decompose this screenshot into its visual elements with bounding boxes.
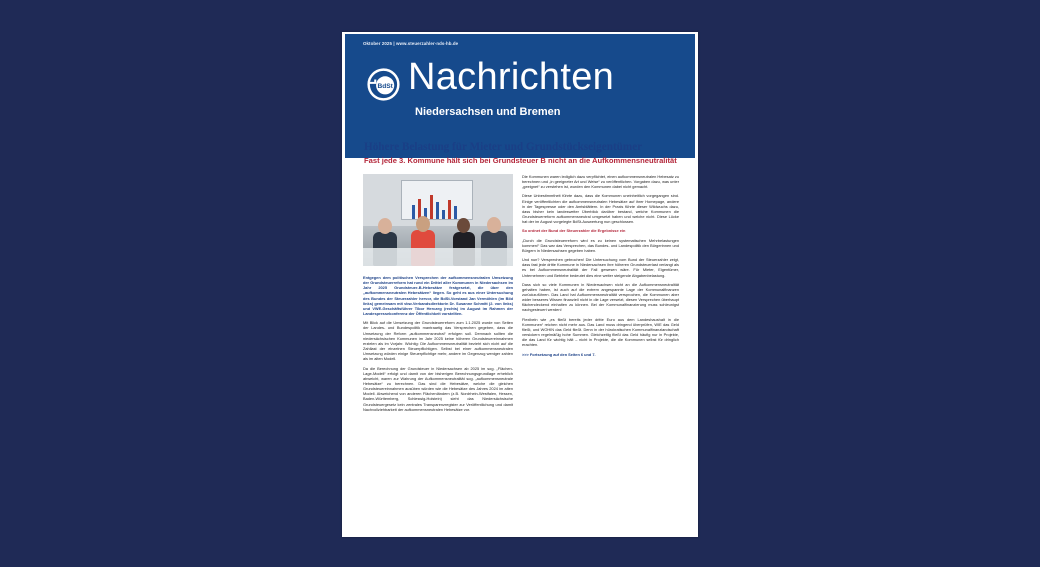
masthead-title: Nachrichten [408, 56, 615, 98]
body-paragraph: Mit Blick auf die Umsetzung der Grundsteuerreform zum 1.1.2025 wurde von Seiten der Landes- und Bundespolitik mantraartig das Versprechen gegeben, dass die Umsetzung der Reform „aufkommensneutral“ erfolgen soll. Demnach sollten die niedersächsischen Kommunen im Jahr 2025 keine höheren Grundsteuereinnahmen erzielen als im Vorjahr. Wichtig: Die Aufkommensneutralität bezieht sich nicht auf die Zahllast der einzelnen Steuerpflichtigen. Selbst bei einer aufkommensneutralen Umsetzung würden einige Steuerpflichtige mehr, andere im Gegenzug weniger zahlen als im alten Modell. [363, 320, 513, 362]
body-paragraph: Die Kommunen waren lediglich dazu verpflichtet, einen aufkommensneutralen Hebesatz zu berechnen und „in geeigneter Art und Weise“ zu veröffentlichen. Vorgaben dazu, was unter „geeignet“ zu verstehen ist, wurden den Kommunen dabei nicht gemacht. [522, 174, 680, 190]
body-paragraph: Dass sich so viele Kommunen in Niedersachsen nicht an die Aufkommensneutralität gehalten haben, ist auch auf die extrem angespannte Lage der Kommunalfinanzen zurückzuführen. Das Land hat Aufkommensneutralität versprochen, die Kommunen aber wider besseres Wissen finanziell nicht in die Lage versetzt, diesen Versprechen überhaupt flächendeckend einhalten zu können. Bei der Kommunalfinanzierung muss schleunigst nachgesteuert werden! [522, 281, 679, 313]
article-headline: Höhere Belastung für Mieter und Grundstückseigentümer [364, 141, 643, 153]
body-paragraph: „Durch die Grundsteuerreform wird es zu keinen systematischen Mehrbelastungen kommen!“ Das war das Versprechen, das Bundes- und Landespolitik den Bürgerinnen und Bürgern in Niedersachsen gegeben haben. [522, 237, 679, 253]
body-paragraph: Flexibeln wie „es fließt bereits jeder dritte Euro aus dem Landeshaushalt in die Kommunen“ reichen nicht mehr aus. Das Land muss dringend überprüfen, WIE das Geld fließt, und WOHIN das Geld fließt. Denn in der hürokratischen Kommunalfinanzlandschaft versickern regelmäßig hohe Summen. Gleichzeitig fließt das Geld häufig nur in Projekte, die das Land für wichtig hält – nicht in Projekte, die die Kommunen selbst für dringlich erachten. [522, 316, 679, 348]
logo-text: BdSt [377, 82, 393, 90]
photo-screen [401, 180, 473, 220]
photo-table [363, 248, 513, 266]
continuation-link[interactable]: >>> Fortsetzung auf den Seiten 6 und 7. [522, 351, 596, 357]
body-paragraph: Und nun? Versprechen gebrochen! Die Untersuchung vom Bund der Steuerzahler zeigt, dass fast jede dritte Kommune in Niedersachsen ihre höheren Grundsteuerlast verlangt als es bei Aufkommensneutralität der Fall gewesen wäre. Für Mieter, Eigentümer, Unternehmen und Betriebe bedeutet dies eine weiter steigende Abgabenbelastung. [522, 257, 679, 278]
bdst-logo-icon [367, 68, 400, 101]
body-paragraph: Diese Unbestimmtheit führte dazu, dass die Kommunen uneinheitlich vorgegangen sind. Einige veröffentlichten die aufkommensneutralen Hebesätze auf ihrer Homepage, andere in der Tagespresse oder den Amtsblättern. In der Praxis führte dieser Wildwuchs dazu, dass bisher kein landesweiter Überblick darüber bestand, welche Kommunen die Grundsteuerreform aufkommensneutral umgesetzt haben und welche nicht. Diese Lücke hat der im August vorgelegte BdSt-Auswertung nun geschlossen. [522, 193, 679, 225]
masthead-subtitle: Niedersachsen und Bremen [415, 106, 561, 118]
masthead [345, 34, 695, 158]
newsletter-page [342, 32, 698, 537]
body-paragraph: Da die Berechnung der Grundsteuer in Niedersachsen ab 2025 im sog. „Flächen-Lage-Modell“ erfolgt und damit von der bisherigen Berechnungsgrundlage erheblich abweicht, waren zur Wahrung der Aufkommensneutralität sog. „aufkommensneutrale Hebesätze“ zu berechnen. Das sind die Hebesätze, welche die gleichen Grundsteuereinnahmen ausüben würden wie die Hebesätze des Jahres 2024 im alten Modell. Abweichend von anderen Flächenländern (z.B. Nordrhein-Westfalen, Hessen, Baden-Württemberg, Schleswig-Holstein) sieht das Niedersächsische Grundsteuergesetz kein zentrales Transparenzregister zur Veröffentlichung und damit Nachvollziehbarkeit der aufkommensneutralen Hebesätze vor. [363, 365, 513, 412]
article-subheadline: Fast jede 3. Kommune hält sich bei Grundsteuer B nicht an die Aufkommensneutralität [364, 156, 677, 165]
left-column [363, 275, 513, 416]
press-conference-photo [363, 174, 513, 266]
article-lead: Entgegen dem politischen Versprechen der aufkommensneutralen Umsetzung der Grundsteuerreform hat rund ein Drittel aller Kommunen in Niedersachsen im Jahr 2025 Grundsteuer-B-Hebesätze festgesetzt, die über den „aufkommensneutralen Hebesätzen“ liegen. So geht es aus einer Untersuchung des Bundes der Steuerzahler hervor, die BdSt-Vorstand Jan Vermöhlen (im Bild links) gemeinsam mit vbw-Verbandsdirektorin Dr. Susanne Schmitt (2. von links) und VWE-Geschäftsführer Tibor Herczeg (rechts) im August im Rahmen der Landespressekonferenz der Öffentlichkeit vorstellten. [363, 275, 513, 317]
right-column [522, 174, 679, 361]
section-heading: So ordnet der Bund der Steuerzahler die Ergebnisse ein [522, 228, 626, 234]
issue-meta: Oktober 2025 | www.steuerzahler-nds-hb.de [363, 41, 459, 46]
